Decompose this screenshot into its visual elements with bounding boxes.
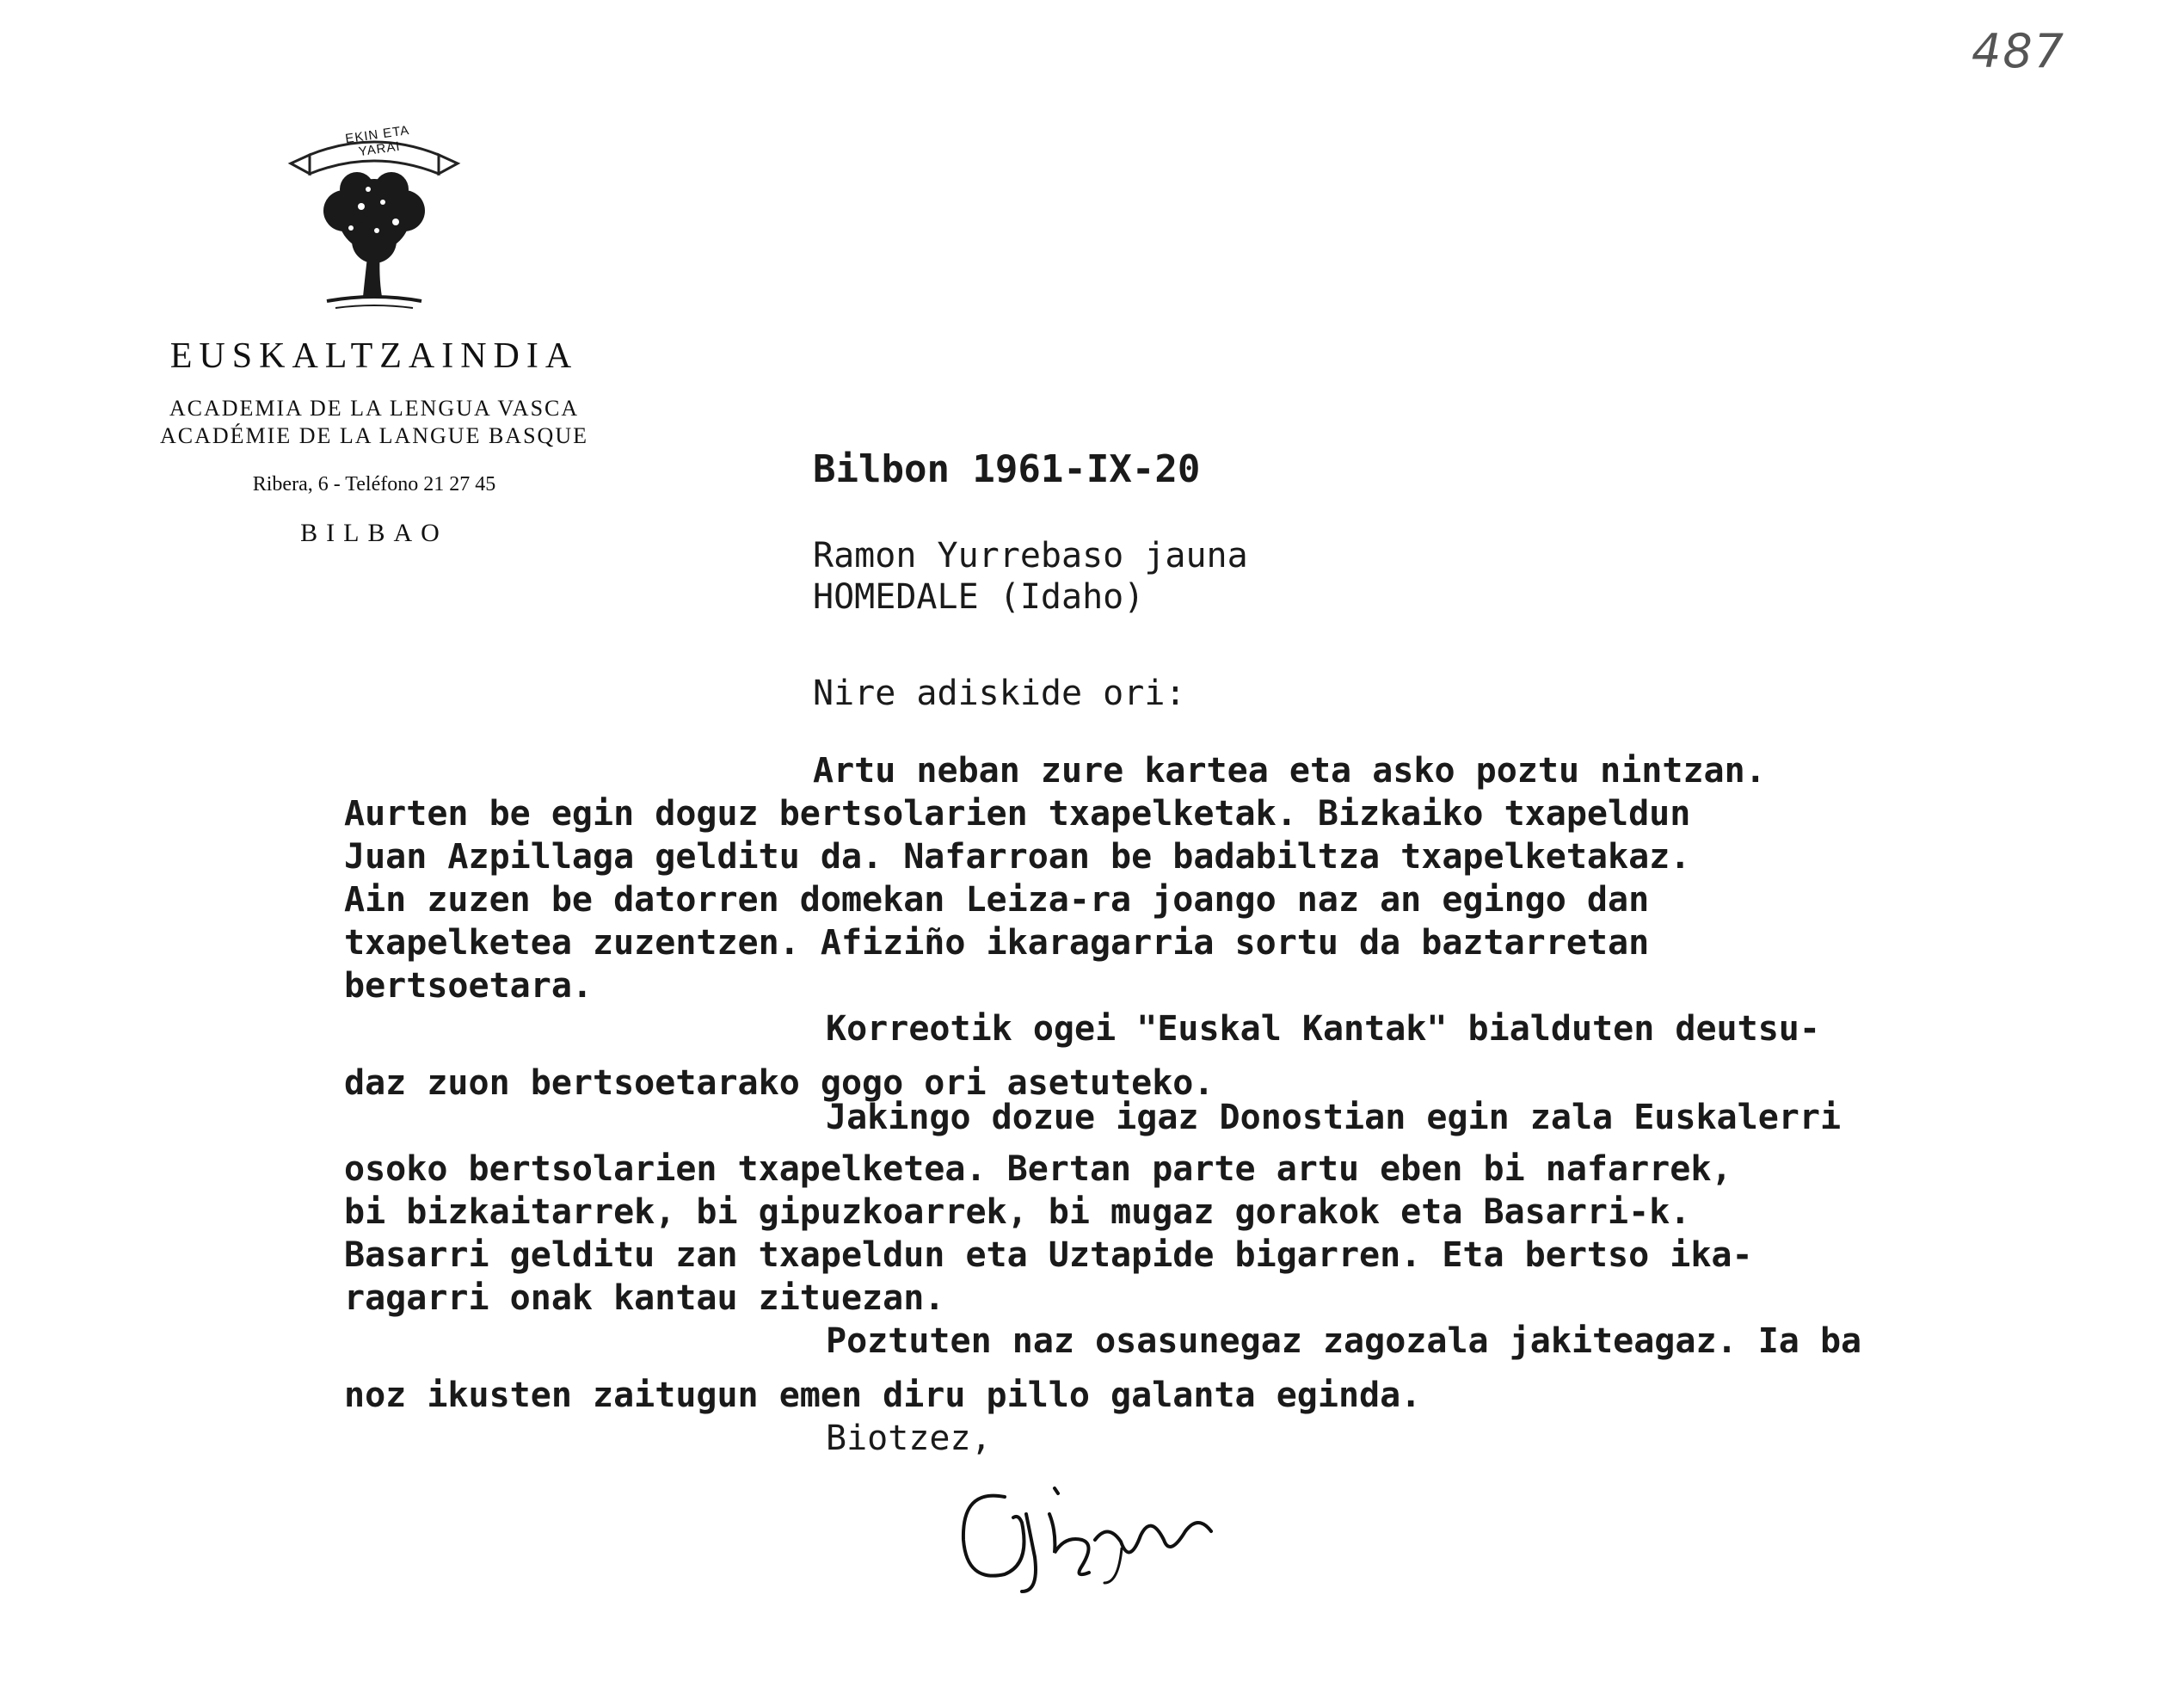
academy-name: EUSKALTZAINDIA: [169, 336, 579, 376]
closing: Biotzez,: [826, 1419, 992, 1458]
body-line: ragarri onak kantau zituezan.: [344, 1278, 945, 1318]
body-line: Jakingo dozue igaz Donostian egin zala Euskalerri: [826, 1098, 1842, 1137]
academy-city: BILBAO: [300, 519, 448, 547]
folio-number: 487: [1972, 24, 2066, 78]
salutation: Nire adiskide ori:: [813, 674, 1186, 713]
body-line: bertsoetara.: [344, 966, 593, 1006]
recipient-place: HOMEDALE (Idaho): [813, 577, 1145, 617]
body-line: Ain zuzen be datorren domekan Leiza-ra joango naz an egingo dan: [344, 880, 1650, 920]
body-line: Korreotik ogei "Euskal Kantak" bialduten deutsu-: [826, 1009, 1820, 1049]
recipient-name: Ramon Yurrebaso jauna: [813, 536, 1248, 576]
emblem-motto: EKIN ETA YARAI: [344, 122, 411, 160]
body-line: noz ikusten zaitugun emen diru pillo galanta eginda.: [344, 1376, 1422, 1415]
body-line: Aurten be egin doguz bertsolarien txapelketak. Bizkaiko txapeldun: [344, 794, 1691, 834]
academy-subtitle-fr: ACADÉMIE DE LA LANGUE BASQUE: [160, 423, 588, 448]
body-line: Poztuten naz osasunegaz zagozala jakiteagaz. Ia ba: [826, 1321, 1862, 1361]
academy-subtitle-es: ACADEMIA DE LA LENGUA VASCA: [169, 396, 580, 421]
letter-date: Bilbon 1961-IX-20: [813, 447, 1201, 491]
body-line: osoko bertsolarien txapelketea. Bertan parte artu eben bi nafarrek,: [344, 1149, 1732, 1189]
body-line: Basarri gelditu zan txapeldun eta Uztapide bigarren. Eta bertso ika-: [344, 1235, 1753, 1275]
body-line: bi bizkaitarrek, bi gipuzkoarrek, bi mugaz gorakok eta Basarri-k.: [344, 1192, 1691, 1232]
body-line: daz zuon bertsoetarako gogo ori asetuteko.: [344, 1063, 1215, 1103]
body-line: Artu neban zure kartea eta asko poztu nintzan.: [813, 751, 1766, 791]
body-line: txapelketea zuzentzen. Afiziño ikaragarria sortu da baztarretan: [344, 923, 1650, 963]
signature: [953, 1462, 1246, 1600]
body-line: Juan Azpillaga gelditu da. Nafarroan be badabiltza txapelketakaz.: [344, 837, 1691, 877]
academy-address: Ribera, 6 - Teléfono 21 27 45: [252, 473, 496, 496]
